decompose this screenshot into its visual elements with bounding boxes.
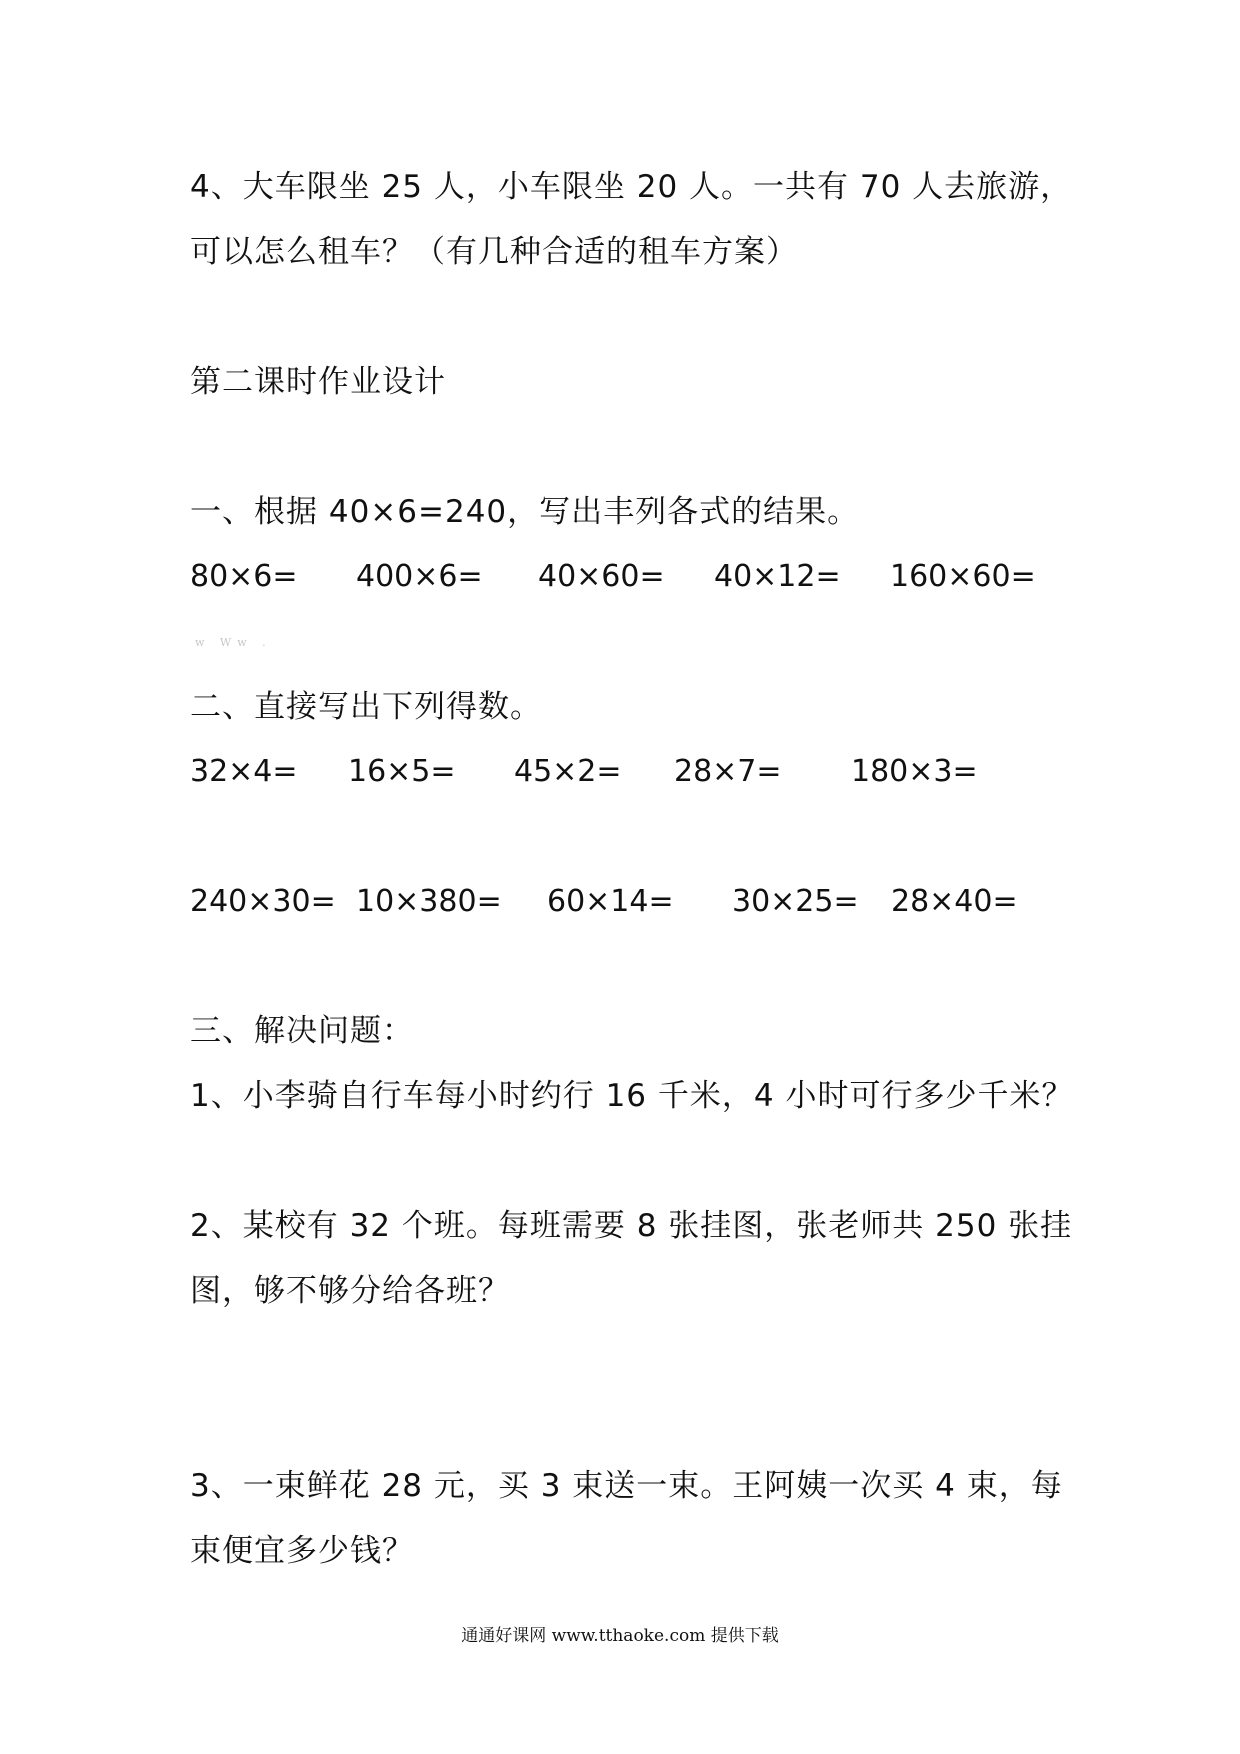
section1-equations	[0, 557, 1240, 597]
lesson2-title: 第二课时作业设计	[190, 364, 446, 400]
equation: 40×60=	[538, 559, 665, 594]
equation: 45×2=	[514, 754, 622, 789]
section2-row2	[0, 882, 1240, 922]
equation: 40×12=	[714, 559, 841, 594]
section1-title: 一、根据 40×6=240，写出丰列各式的结果。	[190, 494, 860, 530]
problem4-line2: 可以怎么租车？（有几种合适的租车方案）	[190, 234, 798, 270]
equation: 60×14=	[547, 884, 674, 919]
question-1: 1、小李骑自行车每小时约行 16 千米，4 小时可行多少千米？	[190, 1078, 1074, 1114]
equation: 28×7=	[674, 754, 782, 789]
section2-row1	[0, 752, 1240, 792]
question-3-line2: 束便宜多少钱？	[190, 1533, 414, 1569]
equation: 240×30=	[190, 884, 336, 919]
equation: 180×3=	[851, 754, 978, 789]
equation: 28×40=	[891, 884, 1018, 919]
equation: 80×6=	[190, 559, 298, 594]
equation: 160×60=	[890, 559, 1036, 594]
equation: 16×5=	[348, 754, 456, 789]
question-3-line1: 3、一束鲜花 28 元，买 3 束送一束。王阿姨一次买 4 束，每	[190, 1468, 1063, 1504]
footer-credit: 通通好课网 www.tthaoke.com 提供下载	[461, 1626, 779, 1646]
faint-watermark-text: w Ww .	[195, 636, 272, 649]
equation: 10×380=	[356, 884, 502, 919]
equation: 30×25=	[732, 884, 859, 919]
section2-title: 二、直接写出下列得数。	[190, 689, 542, 725]
question-2-line2: 图，够不够分给各班？	[190, 1273, 510, 1309]
question-2-line1: 2、某校有 32 个班。每班需要 8 张挂图，张老师共 250 张挂	[190, 1208, 1073, 1244]
problem4-line1: 4、大车限坐 25 人，小车限坐 20 人。一共有 70 人去旅游，	[190, 169, 1073, 205]
section3-title: 三、解决问题：	[190, 1013, 414, 1049]
equation: 32×4=	[190, 754, 298, 789]
equation: 400×6=	[356, 559, 483, 594]
